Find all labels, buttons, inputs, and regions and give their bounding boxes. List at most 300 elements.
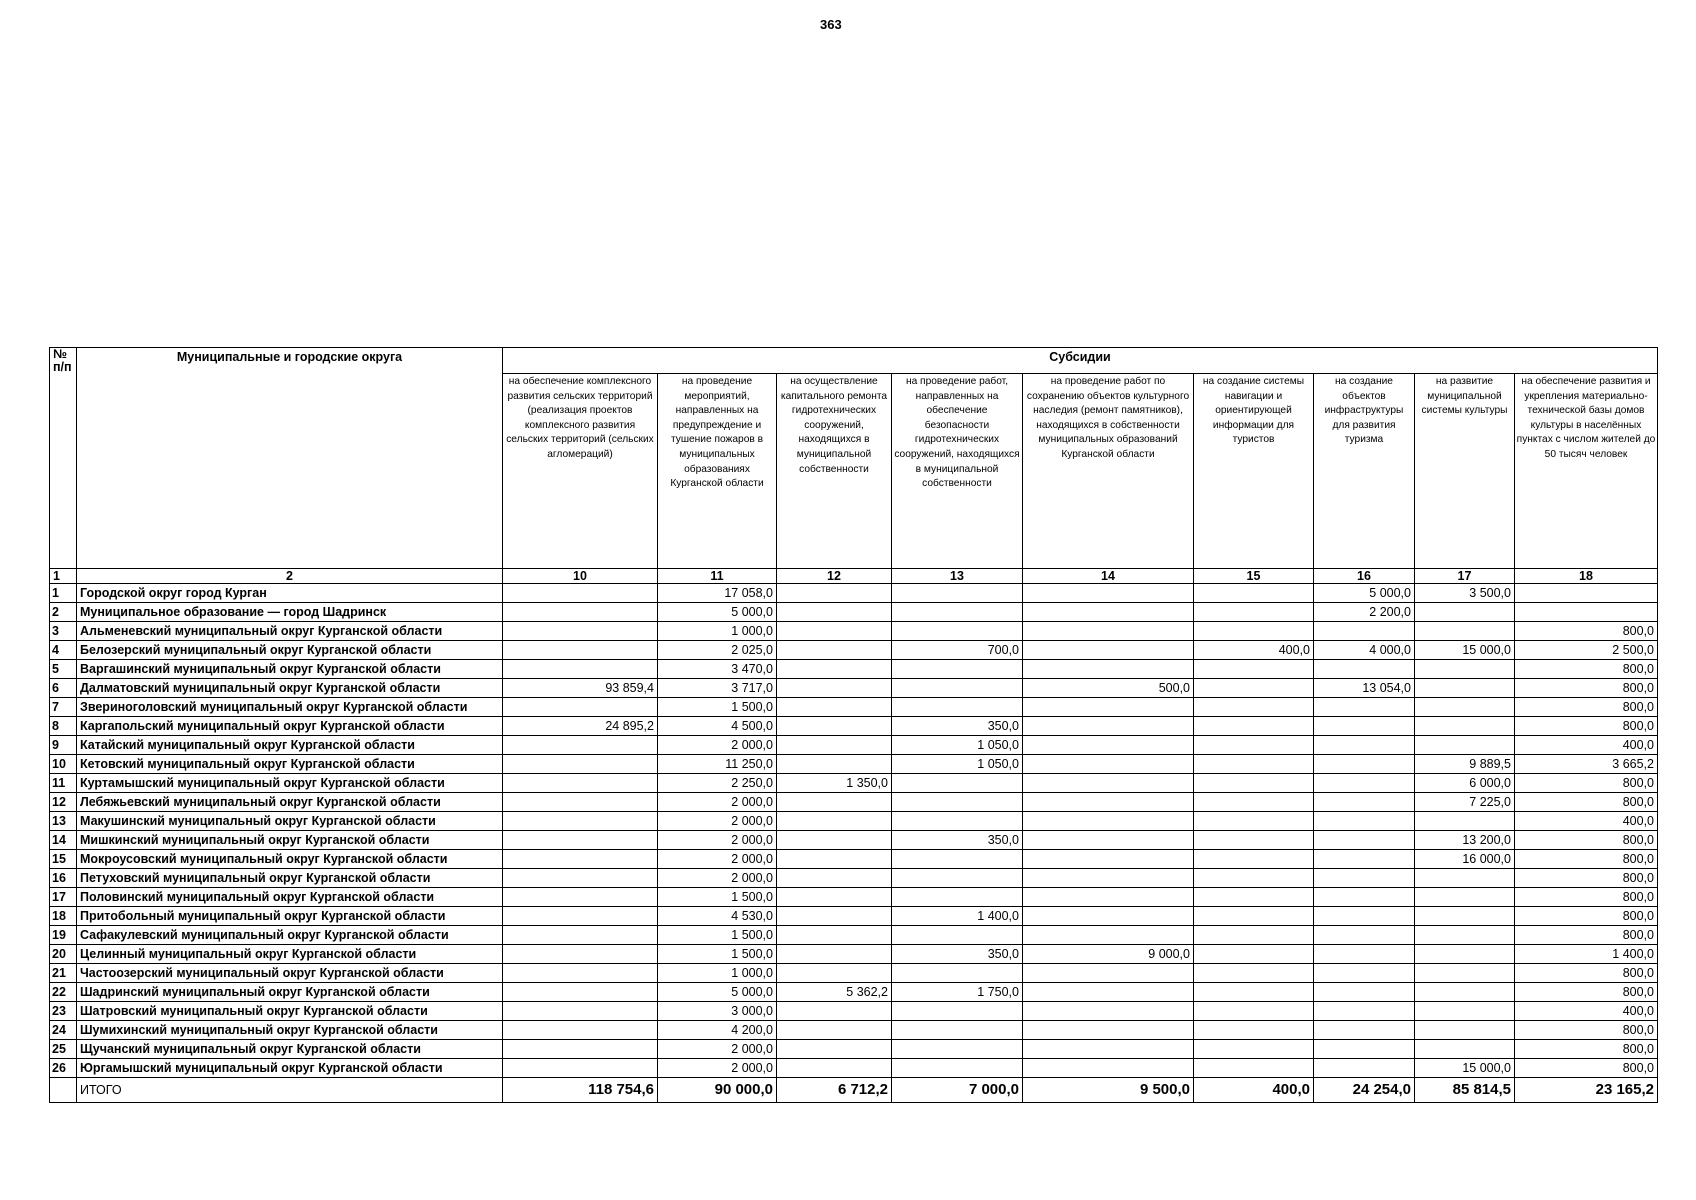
subsidy-value: 800,0: [1515, 869, 1658, 888]
page-number: 363: [820, 17, 842, 32]
subsidy-value: 400,0: [1515, 736, 1658, 755]
subsidy-value: [1314, 1040, 1415, 1059]
subsidy-value: [777, 660, 892, 679]
subsidy-value: [1314, 850, 1415, 869]
subsidy-value: [892, 850, 1023, 869]
subsidy-value: [892, 1040, 1023, 1059]
subsidy-value: [777, 888, 892, 907]
header-col-10: на обеспечение комплексного развития сельских территорий (реализация проектов комплексного развития сельских территорий (сельских агломераций): [503, 374, 658, 569]
table-row: [50, 1059, 1658, 1078]
col-number: 2: [77, 569, 503, 584]
subsidy-value: 15 000,0: [1415, 1059, 1515, 1078]
subsidy-value: [503, 736, 658, 755]
subsidy-value: [1415, 622, 1515, 641]
table-row: [50, 698, 1658, 717]
municipality-name: Мокроусовский муниципальный округ Курганской области: [77, 850, 503, 869]
subsidy-value: 9 000,0: [1023, 945, 1194, 964]
row-number: 26: [50, 1059, 77, 1078]
subsidy-value: [1023, 812, 1194, 831]
subsidy-value: 800,0: [1515, 1021, 1658, 1040]
subsidy-value: [777, 907, 892, 926]
subsidy-value: [1023, 1040, 1194, 1059]
subsidy-value: 16 000,0: [1415, 850, 1515, 869]
subsidy-value: [1314, 660, 1415, 679]
subsidy-value: 1 750,0: [892, 983, 1023, 1002]
subsidy-value: 3 000,0: [658, 1002, 777, 1021]
subsidy-value: [1194, 622, 1314, 641]
table-row: [50, 641, 1658, 660]
subsidy-value: [892, 812, 1023, 831]
subsidy-value: 2 000,0: [658, 831, 777, 850]
municipality-name: Юргамышский муниципальный округ Курганской области: [77, 1059, 503, 1078]
subsidy-value: 1 500,0: [658, 698, 777, 717]
subsidy-value: 3 470,0: [658, 660, 777, 679]
subsidy-value: [1314, 793, 1415, 812]
subsidy-value: [1314, 983, 1415, 1002]
table-row: [50, 1040, 1658, 1059]
subsidy-value: 15 000,0: [1415, 641, 1515, 660]
subsidy-value: [1194, 888, 1314, 907]
header-no: № п/п: [50, 348, 77, 569]
subsidy-value: [777, 641, 892, 660]
subsidy-value: [1314, 888, 1415, 907]
subsidy-value: 1 050,0: [892, 736, 1023, 755]
table-row: [50, 603, 1658, 622]
row-number: 20: [50, 945, 77, 964]
subsidy-value: [1194, 869, 1314, 888]
municipality-name: Макушинский муниципальный округ Курганской области: [77, 812, 503, 831]
subsidy-value: [777, 964, 892, 983]
subsidy-value: [1194, 907, 1314, 926]
subsidy-value: [777, 755, 892, 774]
col-number: 14: [1023, 569, 1194, 584]
col-number: 18: [1515, 569, 1658, 584]
subsidy-value: 2 000,0: [658, 1040, 777, 1059]
col-number: 10: [503, 569, 658, 584]
subsidy-value: [1515, 584, 1658, 603]
subsidy-value: [1314, 717, 1415, 736]
subsidy-value: [1194, 698, 1314, 717]
subsidy-value: [1415, 945, 1515, 964]
subsidy-value: [777, 1002, 892, 1021]
row-number: 16: [50, 869, 77, 888]
subsidy-value: 800,0: [1515, 717, 1658, 736]
subsidy-value: [503, 945, 658, 964]
table-row: [50, 622, 1658, 641]
header-col-14: на проведение работ по сохранению объектов культурного наследия (ремонт памятников), находящихся в собственности муниципальных образований Курганской области: [1023, 374, 1194, 569]
subsidy-value: [1415, 907, 1515, 926]
subsidy-value: [503, 603, 658, 622]
row-number: 14: [50, 831, 77, 850]
total-label: ИТОГО: [77, 1078, 503, 1103]
total-value: 6 712,2: [777, 1078, 892, 1103]
subsidy-value: 800,0: [1515, 698, 1658, 717]
header-row-group: [50, 348, 1658, 374]
subsidy-value: [1194, 945, 1314, 964]
municipality-name: Лебяжьевский муниципальный округ Курганской области: [77, 793, 503, 812]
subsidy-value: [503, 641, 658, 660]
subsidy-value: 24 895,2: [503, 717, 658, 736]
subsidy-value: [1415, 1002, 1515, 1021]
header-col-12: на осуществление капитального ремонта гидротехнических сооружений, находящихся в муниципальной собственности: [777, 374, 892, 569]
subsidy-value: 800,0: [1515, 831, 1658, 850]
subsidy-value: [1314, 622, 1415, 641]
subsidy-value: [777, 584, 892, 603]
subsidy-value: [1194, 603, 1314, 622]
row-number: 2: [50, 603, 77, 622]
municipality-name: Далматовский муниципальный округ Курганской области: [77, 679, 503, 698]
col-number: 15: [1194, 569, 1314, 584]
subsidy-value: [1194, 831, 1314, 850]
subsidy-value: 7 225,0: [1415, 793, 1515, 812]
subsidy-value: [1415, 888, 1515, 907]
subsidy-value: [1415, 869, 1515, 888]
subsidy-value: 800,0: [1515, 660, 1658, 679]
row-number: 18: [50, 907, 77, 926]
table-row: [50, 888, 1658, 907]
row-number: 3: [50, 622, 77, 641]
subsidy-value: 4 000,0: [1314, 641, 1415, 660]
subsidy-value: [1415, 983, 1515, 1002]
subsidy-value: [1515, 603, 1658, 622]
subsidy-value: [892, 698, 1023, 717]
table-row: [50, 907, 1658, 926]
row-number: 10: [50, 755, 77, 774]
subsidy-value: [1194, 755, 1314, 774]
row-number: 21: [50, 964, 77, 983]
subsidy-value: [892, 1021, 1023, 1040]
total-value: 24 254,0: [1314, 1078, 1415, 1103]
subsidy-value: 1 500,0: [658, 945, 777, 964]
subsidy-value: [1415, 698, 1515, 717]
subsidy-value: [777, 945, 892, 964]
table-row: [50, 945, 1658, 964]
subsidy-value: [503, 907, 658, 926]
table-row: [50, 717, 1658, 736]
subsidy-value: [1194, 774, 1314, 793]
subsidy-value: [1023, 926, 1194, 945]
table-row: [50, 1002, 1658, 1021]
subsidy-value: [1314, 1002, 1415, 1021]
municipality-name: Белозерский муниципальный округ Курганской области: [77, 641, 503, 660]
subsidy-value: 1 400,0: [1515, 945, 1658, 964]
subsidy-value: [1415, 926, 1515, 945]
col-number: 12: [777, 569, 892, 584]
row-number: 8: [50, 717, 77, 736]
subsidy-value: [1023, 850, 1194, 869]
total-value: 23 165,2: [1515, 1078, 1658, 1103]
row-number: 13: [50, 812, 77, 831]
subsidy-value: [777, 679, 892, 698]
total-row: [50, 1078, 1658, 1103]
municipality-name: Варгашинский муниципальный округ Курганской области: [77, 660, 503, 679]
subsidy-value: [1194, 717, 1314, 736]
subsidy-value: [1415, 1021, 1515, 1040]
subsidy-value: 2 000,0: [658, 850, 777, 869]
subsidy-value: 13 054,0: [1314, 679, 1415, 698]
subsidy-value: [777, 1021, 892, 1040]
subsidy-value: 6 000,0: [1415, 774, 1515, 793]
table-row: [50, 660, 1658, 679]
row-number: 22: [50, 983, 77, 1002]
subsidy-value: [1023, 964, 1194, 983]
subsidy-value: [1314, 812, 1415, 831]
header-group-subsidies: Субсидии: [503, 348, 1658, 374]
subsidy-value: [892, 660, 1023, 679]
col-number: 17: [1415, 569, 1515, 584]
municipality-name: Шатровский муниципальный округ Курганской области: [77, 1002, 503, 1021]
subsidy-value: [1314, 698, 1415, 717]
subsidy-value: 5 000,0: [658, 603, 777, 622]
row-number: 19: [50, 926, 77, 945]
row-number: 17: [50, 888, 77, 907]
subsidy-value: 800,0: [1515, 888, 1658, 907]
subsidy-value: [1314, 964, 1415, 983]
subsidy-value: [1194, 584, 1314, 603]
subsidy-value: 9 889,5: [1415, 755, 1515, 774]
municipality-name: Городской округ город Курган: [77, 584, 503, 603]
municipality-name: Куртамышский муниципальный округ Курганской области: [77, 774, 503, 793]
subsidy-value: 2 000,0: [658, 736, 777, 755]
subsidy-value: [1194, 1059, 1314, 1078]
municipality-name: Звериноголовский муниципальный округ Курганской области: [77, 698, 503, 717]
col-number: 16: [1314, 569, 1415, 584]
subsidy-value: [1194, 660, 1314, 679]
subsidy-value: 350,0: [892, 831, 1023, 850]
subsidy-value: [892, 964, 1023, 983]
table-row: [50, 755, 1658, 774]
subsidy-value: [777, 736, 892, 755]
col-number: 13: [892, 569, 1023, 584]
subsidy-value: [503, 831, 658, 850]
header-name: Муниципальные и городские округа: [77, 348, 503, 569]
subsidy-value: [777, 831, 892, 850]
subsidy-value: [1314, 774, 1415, 793]
subsidy-value: [503, 1059, 658, 1078]
subsidy-value: [777, 603, 892, 622]
total-value: 7 000,0: [892, 1078, 1023, 1103]
table-row: [50, 926, 1658, 945]
municipality-name: Каргапольский муниципальный округ Курганской области: [77, 717, 503, 736]
subsidy-value: [1194, 926, 1314, 945]
subsidy-value: [777, 812, 892, 831]
header-col-13: на проведение работ, направленных на обеспечение безопасности гидротехнических сооружений, находящихся в муниципальной собственности: [892, 374, 1023, 569]
subsidy-value: 1 500,0: [658, 926, 777, 945]
subsidy-value: [777, 793, 892, 812]
subsidy-value: [892, 888, 1023, 907]
subsidy-value: [1415, 603, 1515, 622]
subsidy-value: [1194, 964, 1314, 983]
subsidy-value: 400,0: [1515, 812, 1658, 831]
subsidy-value: [503, 850, 658, 869]
subsidy-value: 1 350,0: [777, 774, 892, 793]
subsidy-value: 17 058,0: [658, 584, 777, 603]
subsidy-value: [503, 755, 658, 774]
subsidy-value: [1194, 679, 1314, 698]
table-row: [50, 736, 1658, 755]
row-number: 25: [50, 1040, 77, 1059]
subsidy-value: [1415, 1040, 1515, 1059]
municipality-name: Половинский муниципальный округ Курганской области: [77, 888, 503, 907]
subsidy-value: [503, 660, 658, 679]
row-number: 4: [50, 641, 77, 660]
subsidy-value: 800,0: [1515, 679, 1658, 698]
subsidy-value: 800,0: [1515, 907, 1658, 926]
subsidy-value: 1 000,0: [658, 622, 777, 641]
subsidy-value: 800,0: [1515, 983, 1658, 1002]
subsidy-value: [1023, 983, 1194, 1002]
subsidy-value: 700,0: [892, 641, 1023, 660]
subsidy-value: 3 500,0: [1415, 584, 1515, 603]
header-col-15: на создание системы навигации и ориентирующей информации для туристов: [1194, 374, 1314, 569]
subsidy-value: [1314, 926, 1415, 945]
subsidy-value: 11 250,0: [658, 755, 777, 774]
subsidy-value: [1314, 907, 1415, 926]
subsidy-value: [1194, 812, 1314, 831]
subsidy-value: [503, 869, 658, 888]
subsidy-value: [1023, 698, 1194, 717]
subsidy-value: [892, 774, 1023, 793]
subsidy-value: [777, 869, 892, 888]
subsidy-value: [1415, 736, 1515, 755]
municipality-name: Частоозерский муниципальный округ Курганской области: [77, 964, 503, 983]
col-number: 1: [50, 569, 77, 584]
subsidy-value: [503, 926, 658, 945]
subsidy-value: [1415, 964, 1515, 983]
subsidy-value: [892, 793, 1023, 812]
subsidy-value: [892, 869, 1023, 888]
subsidy-value: [1023, 888, 1194, 907]
subsidy-value: [1194, 850, 1314, 869]
subsidy-value: [503, 1002, 658, 1021]
municipality-name: Петуховский муниципальный округ Курганской области: [77, 869, 503, 888]
subsidy-value: [892, 1002, 1023, 1021]
subsidy-value: [1023, 1021, 1194, 1040]
subsidy-value: 2 000,0: [658, 812, 777, 831]
subsidy-value: 2 200,0: [1314, 603, 1415, 622]
subsidy-value: 2 500,0: [1515, 641, 1658, 660]
subsidy-value: [1194, 983, 1314, 1002]
row-number: 7: [50, 698, 77, 717]
header-col-11: на проведение мероприятий, направленных на предупреждение и тушение пожаров в муниципальных образованиях Курганской области: [658, 374, 777, 569]
subsidy-value: 4 500,0: [658, 717, 777, 736]
row-number: 1: [50, 584, 77, 603]
subsidy-value: 800,0: [1515, 774, 1658, 793]
subsidy-value: 5 000,0: [1314, 584, 1415, 603]
header-col-17: на развитие муниципальной системы культуры: [1415, 374, 1515, 569]
table-row: [50, 983, 1658, 1002]
municipality-name: Целинный муниципальный округ Курганской области: [77, 945, 503, 964]
subsidy-value: [777, 717, 892, 736]
subsidy-value: [1415, 812, 1515, 831]
subsidy-value: [777, 698, 892, 717]
header-col-18: на обеспечение развития и укрепления материально-технической базы домов культуры в населённых пунктах с числом жителей до 50 тысяч человек: [1515, 374, 1658, 569]
subsidy-value: [503, 1040, 658, 1059]
row-number: 9: [50, 736, 77, 755]
subsidy-value: [1314, 1021, 1415, 1040]
total-value: 9 500,0: [1023, 1078, 1194, 1103]
row-number: 23: [50, 1002, 77, 1021]
subsidy-value: 800,0: [1515, 793, 1658, 812]
subsidy-value: [892, 926, 1023, 945]
subsidy-value: [503, 622, 658, 641]
municipality-name: Щучанский муниципальный округ Курганской области: [77, 1040, 503, 1059]
subsidy-value: [1023, 793, 1194, 812]
subsidy-value: [1194, 1040, 1314, 1059]
subsidy-value: [777, 850, 892, 869]
subsidy-value: 1 400,0: [892, 907, 1023, 926]
subsidy-value: [892, 679, 1023, 698]
municipality-name: Сафакулевский муниципальный округ Курганской области: [77, 926, 503, 945]
municipality-name: Катайский муниципальный округ Курганской области: [77, 736, 503, 755]
subsidy-value: [1415, 660, 1515, 679]
subsidy-value: 350,0: [892, 945, 1023, 964]
subsidy-value: 2 000,0: [658, 1059, 777, 1078]
subsidy-value: [1023, 774, 1194, 793]
municipality-name: Шадринский муниципальный округ Курганской области: [77, 983, 503, 1002]
subsidy-value: 2 000,0: [658, 793, 777, 812]
subsidy-value: 800,0: [1515, 926, 1658, 945]
subsidy-value: 350,0: [892, 717, 1023, 736]
subsidy-value: [1314, 945, 1415, 964]
row-number: 12: [50, 793, 77, 812]
subsidy-value: [777, 1040, 892, 1059]
subsidy-value: [1023, 831, 1194, 850]
municipality-name: Муниципальное образование — город Шадринск: [77, 603, 503, 622]
subsidy-value: 500,0: [1023, 679, 1194, 698]
subsidy-value: 5 000,0: [658, 983, 777, 1002]
subsidy-value: [503, 774, 658, 793]
subsidy-value: [503, 698, 658, 717]
subsidy-value: [1023, 869, 1194, 888]
subsidy-value: [1023, 736, 1194, 755]
row-number: 5: [50, 660, 77, 679]
subsidy-value: [777, 926, 892, 945]
subsidy-value: [1023, 1059, 1194, 1078]
subsidy-value: [1194, 1002, 1314, 1021]
subsidy-value: [1194, 1021, 1314, 1040]
row-number: 15: [50, 850, 77, 869]
subsidy-value: 800,0: [1515, 850, 1658, 869]
table-row: [50, 812, 1658, 831]
subsidy-value: [892, 584, 1023, 603]
subsidy-value: 4 200,0: [658, 1021, 777, 1040]
subsidy-value: 800,0: [1515, 1059, 1658, 1078]
subsidy-value: [1023, 907, 1194, 926]
subsidy-value: [1314, 831, 1415, 850]
subsidy-value: [1023, 755, 1194, 774]
subsidy-value: 93 859,4: [503, 679, 658, 698]
subsidy-value: 2 025,0: [658, 641, 777, 660]
subsidy-value: [503, 793, 658, 812]
col-number: 11: [658, 569, 777, 584]
subsidy-value: [1023, 660, 1194, 679]
subsidy-value: [1314, 755, 1415, 774]
subsidy-value: [1023, 641, 1194, 660]
total-empty-cell: [50, 1078, 77, 1103]
municipality-name: Шумихинский муниципальный округ Курганской области: [77, 1021, 503, 1040]
subsidy-value: [503, 888, 658, 907]
table-row: [50, 831, 1658, 850]
subsidy-value: 3 717,0: [658, 679, 777, 698]
subsidy-value: 800,0: [1515, 1040, 1658, 1059]
row-number: 11: [50, 774, 77, 793]
total-value: 90 000,0: [658, 1078, 777, 1103]
subsidy-value: 800,0: [1515, 622, 1658, 641]
table-row: [50, 1021, 1658, 1040]
row-number: 6: [50, 679, 77, 698]
subsidy-value: 2 000,0: [658, 869, 777, 888]
